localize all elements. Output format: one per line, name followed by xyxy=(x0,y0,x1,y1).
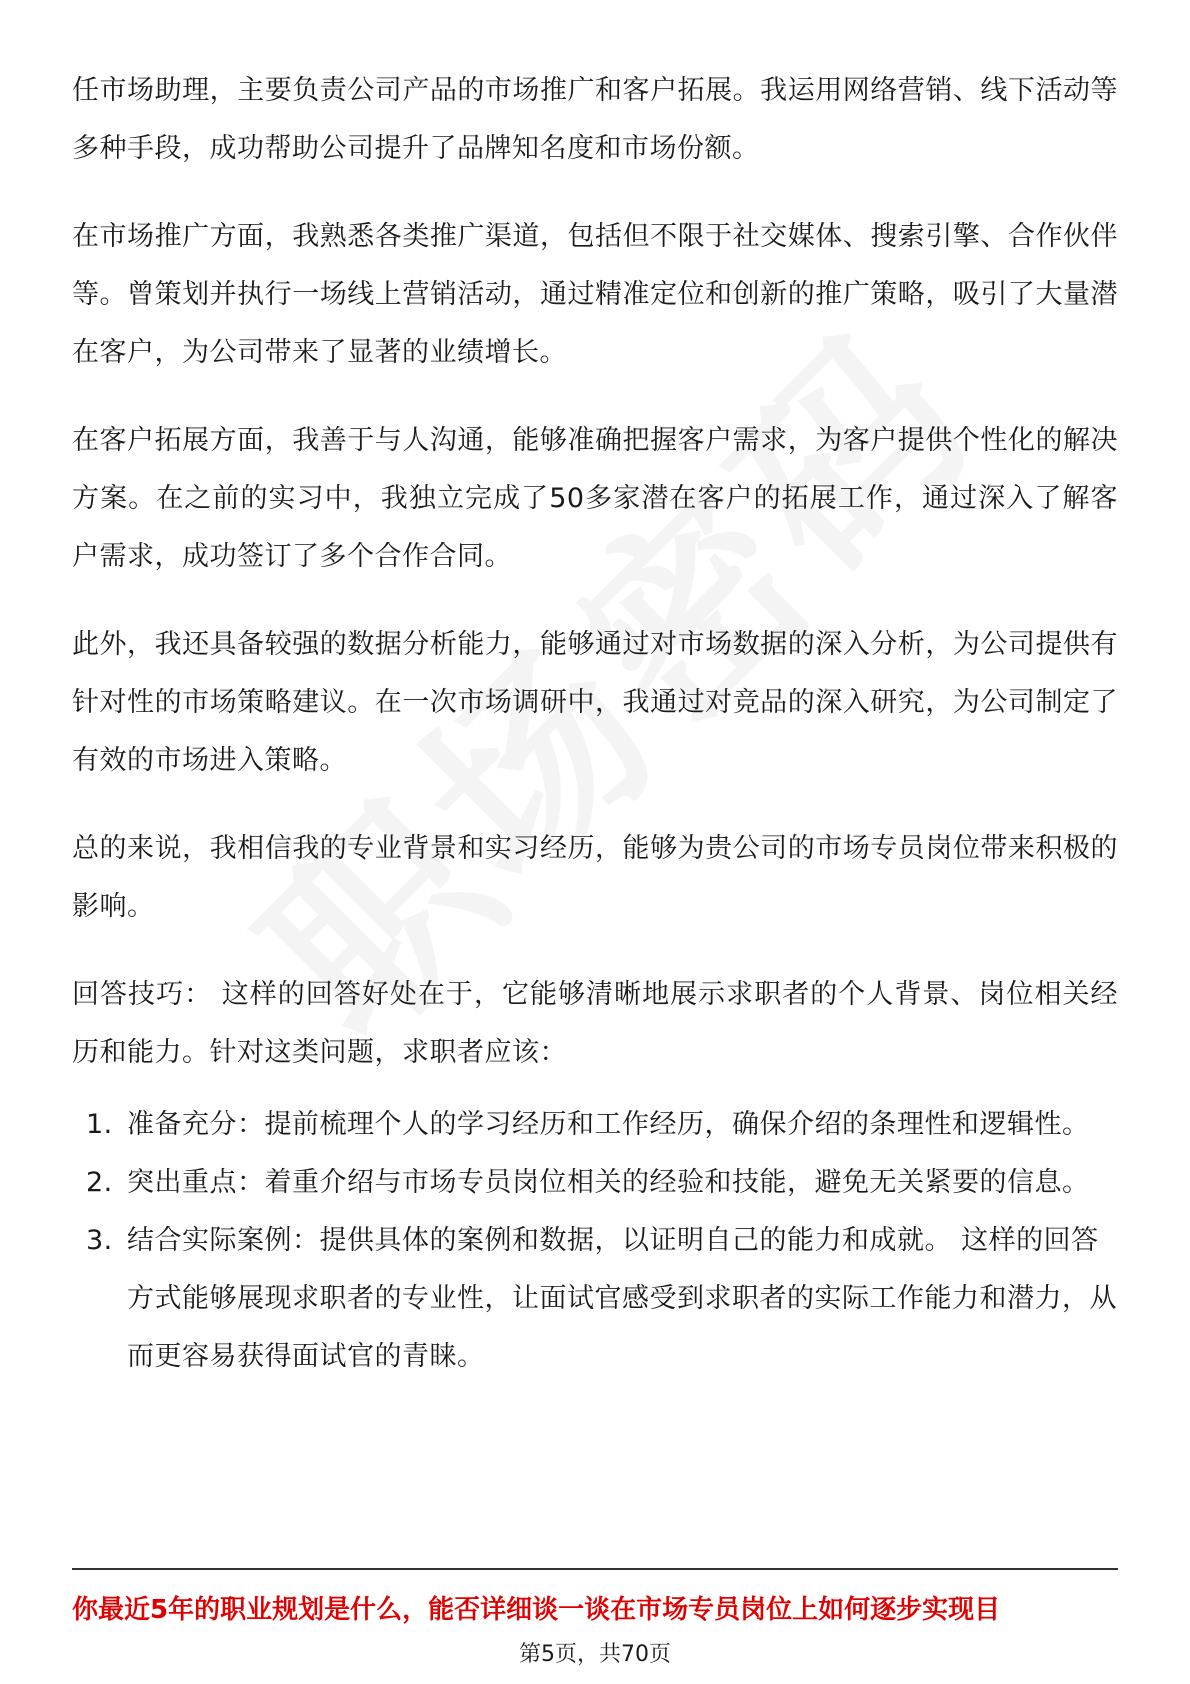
paragraph: 任市场助理，主要负责公司产品的市场推广和客户拓展。我运用网络营销、线下活动等多种手段，成功帮助公司提升了品牌知名度和市场份额。 xyxy=(72,75,1118,164)
list-item xyxy=(72,1212,1118,1386)
page-number: 第5页，共70页 xyxy=(519,1642,671,1667)
paragraph: 在市场推广方面，我熟悉各类推广渠道，包括但不限于社交媒体、搜索引擎、合作伙伴等。曾策划并执行一场线上营销活动，通过精准定位和创新的推广策略，吸引了大量潜在客户，为公司带来了显著的业绩增长。 xyxy=(72,221,1118,368)
list-item xyxy=(72,1096,1118,1154)
paragraph: 总的来说，我相信我的专业背景和实习经历，能够为贵公司的市场专员岗位带来积极的影响。 xyxy=(72,833,1118,922)
next-question-heading: 你最近5年的职业规划是什么，能否详细谈一谈在市场专员岗位上如何逐步实现目 xyxy=(72,1595,1001,1625)
answer-tips-intro: 回答技巧： 这样的回答好处在于，它能够清晰地展示求职者的个人背景、岗位相关经历和能力。针对这类问题，求职者应该： xyxy=(72,979,1118,1068)
paragraph: 在客户拓展方面，我善于与人沟通，能够准确把握客户需求，为客户提供个性化的解决方案。在之前的实习中，我独立完成了50多家潜在客户的拓展工作，通过深入了解客户需求，成功签订了多个合作合同。 xyxy=(72,425,1118,572)
page-content xyxy=(72,62,1118,1386)
list-number: 1. xyxy=(86,1109,113,1140)
tips-list xyxy=(72,1096,1118,1386)
paragraph: 此外，我还具备较强的数据分析能力，能够通过对市场数据的深入分析，为公司提供有针对性的市场策略建议。在一次市场调研中，我通过对竞品的深入研究，为公司制定了有效的市场进入策略。 xyxy=(72,629,1118,776)
list-item-text: 准备充分：提前梳理个人的学习经历和工作经历，确保介绍的条理性和逻辑性。 xyxy=(127,1109,1090,1140)
list-number: 2. xyxy=(86,1167,113,1198)
divider xyxy=(72,1568,1118,1570)
list-item xyxy=(72,1154,1118,1212)
list-number: 3. xyxy=(86,1225,113,1256)
list-item-text: 结合实际案例：提供具体的案例和数据，以证明自己的能力和成就。 这样的回答方式能够展现求职者的专业性，让面试官感受到求职者的实际工作能力和潜力，从而更容易获得面试官的青睐。 xyxy=(127,1225,1117,1372)
list-item-text: 突出重点：着重介绍与市场专员岗位相关的经验和技能，避免无关紧要的信息。 xyxy=(127,1167,1090,1198)
